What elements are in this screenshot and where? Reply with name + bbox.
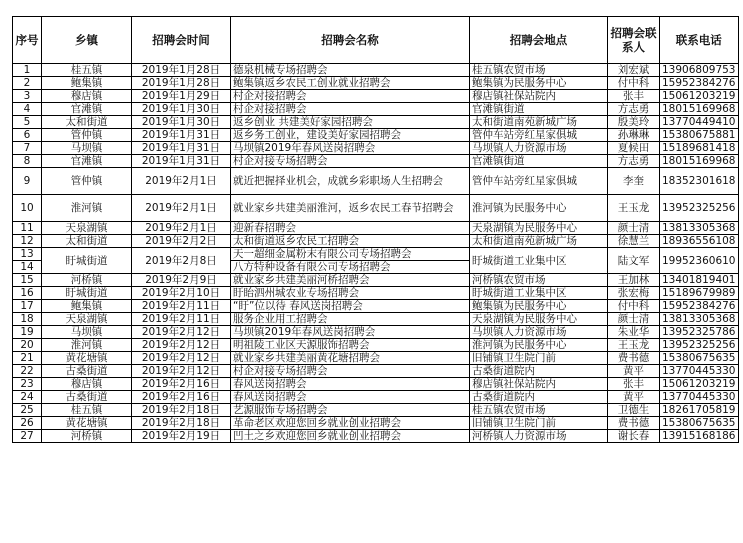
table-row xyxy=(13,103,739,116)
row-contact: 张丰 xyxy=(608,90,660,103)
row-number: 3 xyxy=(13,90,42,103)
table-row xyxy=(13,326,739,339)
row-phone: 15380675881 xyxy=(660,129,739,142)
row-name: 天一超细金属粉末有限公司专场招聘会 xyxy=(231,248,470,261)
row-date: 2019年2月1日 xyxy=(132,168,231,195)
row-town: 河桥镇 xyxy=(42,430,132,443)
row-contact: 李奎 xyxy=(608,168,660,195)
row-town: 马坝镇 xyxy=(42,142,132,155)
row-town: 鲍集镇 xyxy=(42,300,132,313)
table-row xyxy=(13,274,739,287)
row-location: 穆店镇社保站院内 xyxy=(470,378,608,391)
row-phone: 15952384276 xyxy=(660,77,739,90)
row-number: 15 xyxy=(13,274,42,287)
row-phone: 13770449410 xyxy=(660,116,739,129)
row-date: 2019年2月8日 xyxy=(132,248,231,274)
row-number: 20 xyxy=(13,339,42,352)
row-contact: 黄平 xyxy=(608,391,660,404)
row-town: 官滩镇 xyxy=(42,103,132,116)
row-name: 革命老区欢迎您回乡就业创业招聘会 xyxy=(231,417,470,430)
row-number: 9 xyxy=(13,168,42,195)
row-contact: 刘宏斌 xyxy=(608,64,660,77)
row-town: 天泉湖镇 xyxy=(42,222,132,235)
row-phone: 13952325256 xyxy=(660,339,739,352)
row-name: 马坝镇2019年春风送岗招聘会 xyxy=(231,142,470,155)
row-phone: 18015169968 xyxy=(660,155,739,168)
row-phone: 15189681418 xyxy=(660,142,739,155)
table-row xyxy=(13,300,739,313)
row-town: 管仲镇 xyxy=(42,168,132,195)
row-date: 2019年1月31日 xyxy=(132,142,231,155)
table-row xyxy=(13,90,739,103)
row-contact: 谢长春 xyxy=(608,430,660,443)
row-date: 2019年2月1日 xyxy=(132,222,231,235)
row-date: 2019年2月2日 xyxy=(132,235,231,248)
row-name: 德泉机械专场招聘会 xyxy=(231,64,470,77)
row-town: 盱城街道 xyxy=(42,287,132,300)
header-no: 序号 xyxy=(13,17,42,64)
row-number: 26 xyxy=(13,417,42,430)
row-contact: 方志勇 xyxy=(608,155,660,168)
row-location: 桂五镇农贸市场 xyxy=(470,404,608,417)
table-body xyxy=(13,64,739,443)
row-location: 旧铺镇卫生院门前 xyxy=(470,352,608,365)
row-number: 14 xyxy=(13,261,42,274)
row-town: 天泉湖镇 xyxy=(42,313,132,326)
row-town: 鲍集镇 xyxy=(42,77,132,90)
table-row xyxy=(13,365,739,378)
row-contact: 颜士清 xyxy=(608,222,660,235)
row-number: 21 xyxy=(13,352,42,365)
row-contact: 付中科 xyxy=(608,77,660,90)
table-row xyxy=(13,287,739,300)
row-phone: 18936556108 xyxy=(660,235,739,248)
row-contact: 徐慧兰 xyxy=(608,235,660,248)
row-name: 明祖陵工业区天源服饰招聘会 xyxy=(231,339,470,352)
row-town: 淮河镇 xyxy=(42,195,132,222)
row-number: 12 xyxy=(13,235,42,248)
table-row xyxy=(13,248,739,261)
row-phone: 19952360610 xyxy=(660,248,739,274)
row-date: 2019年1月30日 xyxy=(132,103,231,116)
row-phone: 18352301618 xyxy=(660,168,739,195)
row-location: 盱城街道工业集中区 xyxy=(470,287,608,300)
row-name: 马坝镇2019年春风送岗招聘会 xyxy=(231,326,470,339)
row-phone: 13952325786 xyxy=(660,326,739,339)
table-row xyxy=(13,129,739,142)
row-location: 官滩镇街道 xyxy=(470,103,608,116)
row-phone: 13770445330 xyxy=(660,391,739,404)
row-location: 河桥镇农贸市场 xyxy=(470,274,608,287)
row-location: 旧铺镇卫生院门前 xyxy=(470,417,608,430)
row-number: 4 xyxy=(13,103,42,116)
row-name: “盱”位以待 春风送岗招聘会 xyxy=(231,300,470,313)
row-date: 2019年2月16日 xyxy=(132,391,231,404)
row-phone: 18261705819 xyxy=(660,404,739,417)
row-name: 春风送岗招聘会 xyxy=(231,391,470,404)
row-date: 2019年2月12日 xyxy=(132,326,231,339)
row-location: 太和街道南苑新城广场 xyxy=(470,116,608,129)
row-phone: 13401819401 xyxy=(660,274,739,287)
table-row xyxy=(13,116,739,129)
row-location: 古桑街道院内 xyxy=(470,391,608,404)
table-row xyxy=(13,417,739,430)
row-date: 2019年1月31日 xyxy=(132,155,231,168)
row-date: 2019年2月12日 xyxy=(132,352,231,365)
row-name: 盱眙泗州城农业专场招聘会 xyxy=(231,287,470,300)
row-town: 古桑街道 xyxy=(42,365,132,378)
row-number: 1 xyxy=(13,64,42,77)
table-row xyxy=(13,155,739,168)
row-contact: 方志勇 xyxy=(608,103,660,116)
row-date: 2019年1月29日 xyxy=(132,90,231,103)
row-contact: 颜士清 xyxy=(608,313,660,326)
row-location: 淮河镇为民服务中心 xyxy=(470,339,608,352)
row-name: 鲍集镇返乡农民工创业就业招聘会 xyxy=(231,77,470,90)
row-number: 27 xyxy=(13,430,42,443)
row-contact: 费书德 xyxy=(608,352,660,365)
row-number: 16 xyxy=(13,287,42,300)
row-contact: 陆文军 xyxy=(608,248,660,274)
row-date: 2019年2月1日 xyxy=(132,195,231,222)
row-town: 太和街道 xyxy=(42,235,132,248)
row-number: 10 xyxy=(13,195,42,222)
row-location: 太和街道南苑新城广场 xyxy=(470,235,608,248)
row-contact: 张宏梅 xyxy=(608,287,660,300)
row-town: 官滩镇 xyxy=(42,155,132,168)
row-number: 7 xyxy=(13,142,42,155)
header-location: 招聘会地点 xyxy=(470,17,608,64)
row-number: 17 xyxy=(13,300,42,313)
row-location: 古桑街道院内 xyxy=(470,365,608,378)
row-contact: 殷美玲 xyxy=(608,116,660,129)
row-date: 2019年2月19日 xyxy=(132,430,231,443)
row-town: 河桥镇 xyxy=(42,274,132,287)
row-phone: 13813305368 xyxy=(660,222,739,235)
table-row xyxy=(13,391,739,404)
header-time: 招聘会时间 xyxy=(132,17,231,64)
row-town: 穆店镇 xyxy=(42,90,132,103)
row-name: 艺源服饰专场招聘会 xyxy=(231,404,470,417)
row-contact: 孙琳琳 xyxy=(608,129,660,142)
row-date: 2019年2月12日 xyxy=(132,339,231,352)
row-number: 24 xyxy=(13,391,42,404)
row-phone: 18015169968 xyxy=(660,103,739,116)
row-town: 马坝镇 xyxy=(42,326,132,339)
row-number: 18 xyxy=(13,313,42,326)
row-date: 2019年1月28日 xyxy=(132,77,231,90)
row-location: 淮河镇为民服务中心 xyxy=(470,195,608,222)
row-location: 马坝镇人力资源市场 xyxy=(470,142,608,155)
row-contact: 付中科 xyxy=(608,300,660,313)
row-phone: 15380675635 xyxy=(660,352,739,365)
table-row xyxy=(13,235,739,248)
row-date: 2019年2月18日 xyxy=(132,404,231,417)
row-contact: 黄平 xyxy=(608,365,660,378)
row-contact: 王玉龙 xyxy=(608,195,660,222)
row-location: 盱城街道工业集中区 xyxy=(470,248,608,274)
row-town: 桂五镇 xyxy=(42,404,132,417)
header-town: 乡镇 xyxy=(42,17,132,64)
row-number: 6 xyxy=(13,129,42,142)
row-number: 19 xyxy=(13,326,42,339)
row-town: 桂五镇 xyxy=(42,64,132,77)
header-name: 招聘会名称 xyxy=(231,17,470,64)
table-row xyxy=(13,168,739,195)
row-number: 13 xyxy=(13,248,42,261)
row-date: 2019年2月10日 xyxy=(132,287,231,300)
row-number: 25 xyxy=(13,404,42,417)
row-date: 2019年2月16日 xyxy=(132,378,231,391)
row-date: 2019年2月12日 xyxy=(132,365,231,378)
row-name: 就业家乡共建美丽淮河，返乡农民工春节招聘会 xyxy=(231,195,470,222)
row-date: 2019年2月18日 xyxy=(132,417,231,430)
row-contact: 朱业华 xyxy=(608,326,660,339)
row-contact: 王加林 xyxy=(608,274,660,287)
row-location: 穆店镇社保站院内 xyxy=(470,90,608,103)
row-number: 22 xyxy=(13,365,42,378)
row-contact: 王玉龙 xyxy=(608,339,660,352)
row-contact: 张丰 xyxy=(608,378,660,391)
row-phone: 15189679989 xyxy=(660,287,739,300)
row-phone: 13906809753 xyxy=(660,64,739,77)
row-location: 桂五镇农贸市场 xyxy=(470,64,608,77)
row-date: 2019年2月9日 xyxy=(132,274,231,287)
row-town: 黄花塘镇 xyxy=(42,417,132,430)
table-row xyxy=(13,352,739,365)
table-row xyxy=(13,404,739,417)
row-name: 凹土之乡欢迎您回乡就业创业招聘会 xyxy=(231,430,470,443)
row-town: 黄花塘镇 xyxy=(42,352,132,365)
row-phone: 15061203219 xyxy=(660,90,739,103)
row-name: 就近把握择业机会，成就乡彩职场人生招聘会 xyxy=(231,168,470,195)
row-phone: 15061203219 xyxy=(660,378,739,391)
header-row xyxy=(13,17,739,64)
table-row xyxy=(13,77,739,90)
row-number: 8 xyxy=(13,155,42,168)
row-phone: 13915168186 xyxy=(660,430,739,443)
table-row xyxy=(13,430,739,443)
row-number: 2 xyxy=(13,77,42,90)
row-location: 管仲车站旁红星家俱城 xyxy=(470,168,608,195)
row-date: 2019年1月28日 xyxy=(132,64,231,77)
row-town: 古桑街道 xyxy=(42,391,132,404)
row-town: 淮河镇 xyxy=(42,339,132,352)
row-phone: 13813305368 xyxy=(660,313,739,326)
row-phone: 13952325256 xyxy=(660,195,739,222)
table-row xyxy=(13,378,739,391)
row-location: 官滩镇街道 xyxy=(470,155,608,168)
row-name: 返乡务工创业，建设美好家园招聘会 xyxy=(231,129,470,142)
table-row xyxy=(13,222,739,235)
row-date: 2019年1月30日 xyxy=(132,116,231,129)
row-name: 就业家乡共建美丽河桥招聘会 xyxy=(231,274,470,287)
row-name: 村企对接招聘会 xyxy=(231,90,470,103)
row-name: 村企对接招聘会 xyxy=(231,103,470,116)
row-contact: 费书德 xyxy=(608,417,660,430)
header-phone: 联系电话 xyxy=(660,17,739,64)
row-date: 2019年1月31日 xyxy=(132,129,231,142)
row-number: 23 xyxy=(13,378,42,391)
row-date: 2019年2月11日 xyxy=(132,313,231,326)
table-row xyxy=(13,339,739,352)
row-location: 天泉湖镇为民服务中心 xyxy=(470,313,608,326)
row-town: 管仲镇 xyxy=(42,129,132,142)
row-town: 盱城街道 xyxy=(42,248,132,274)
row-town: 穆店镇 xyxy=(42,378,132,391)
job-fair-table xyxy=(12,16,739,443)
row-name: 太和街道返乡农民工招聘会 xyxy=(231,235,470,248)
row-number: 11 xyxy=(13,222,42,235)
row-name: 迎新春招聘会 xyxy=(231,222,470,235)
table-row xyxy=(13,313,739,326)
row-name: 村企对接专场招聘会 xyxy=(231,365,470,378)
row-name: 村企对接专场招聘会 xyxy=(231,155,470,168)
row-name: 八方特种设备有限公司专场招聘会 xyxy=(231,261,470,274)
row-name: 春风送岗招聘会 xyxy=(231,378,470,391)
row-location: 马坝镇人力资源市场 xyxy=(470,326,608,339)
row-location: 天泉湖镇为民服务中心 xyxy=(470,222,608,235)
row-phone: 15952384276 xyxy=(660,300,739,313)
row-phone: 13770445330 xyxy=(660,365,739,378)
row-location: 河桥镇人力资源市场 xyxy=(470,430,608,443)
row-contact: 夏候田 xyxy=(608,142,660,155)
row-name: 就业家乡共建美丽黄花塘招聘会 xyxy=(231,352,470,365)
row-name: 返乡创业 共建美好家园招聘会 xyxy=(231,116,470,129)
table-row xyxy=(13,142,739,155)
row-date: 2019年2月11日 xyxy=(132,300,231,313)
row-contact: 卫德生 xyxy=(608,404,660,417)
row-town: 太和街道 xyxy=(42,116,132,129)
row-phone: 15380675635 xyxy=(660,417,739,430)
row-number: 5 xyxy=(13,116,42,129)
row-location: 鲍集镇为民服务中心 xyxy=(470,300,608,313)
table-row xyxy=(13,195,739,222)
row-location: 管仲车站旁红星家俱城 xyxy=(470,129,608,142)
header-contact: 招聘会联系人 xyxy=(608,17,660,64)
row-name: 服务企业用工招聘会 xyxy=(231,313,470,326)
table-row xyxy=(13,64,739,77)
row-location: 鲍集镇为民服务中心 xyxy=(470,77,608,90)
